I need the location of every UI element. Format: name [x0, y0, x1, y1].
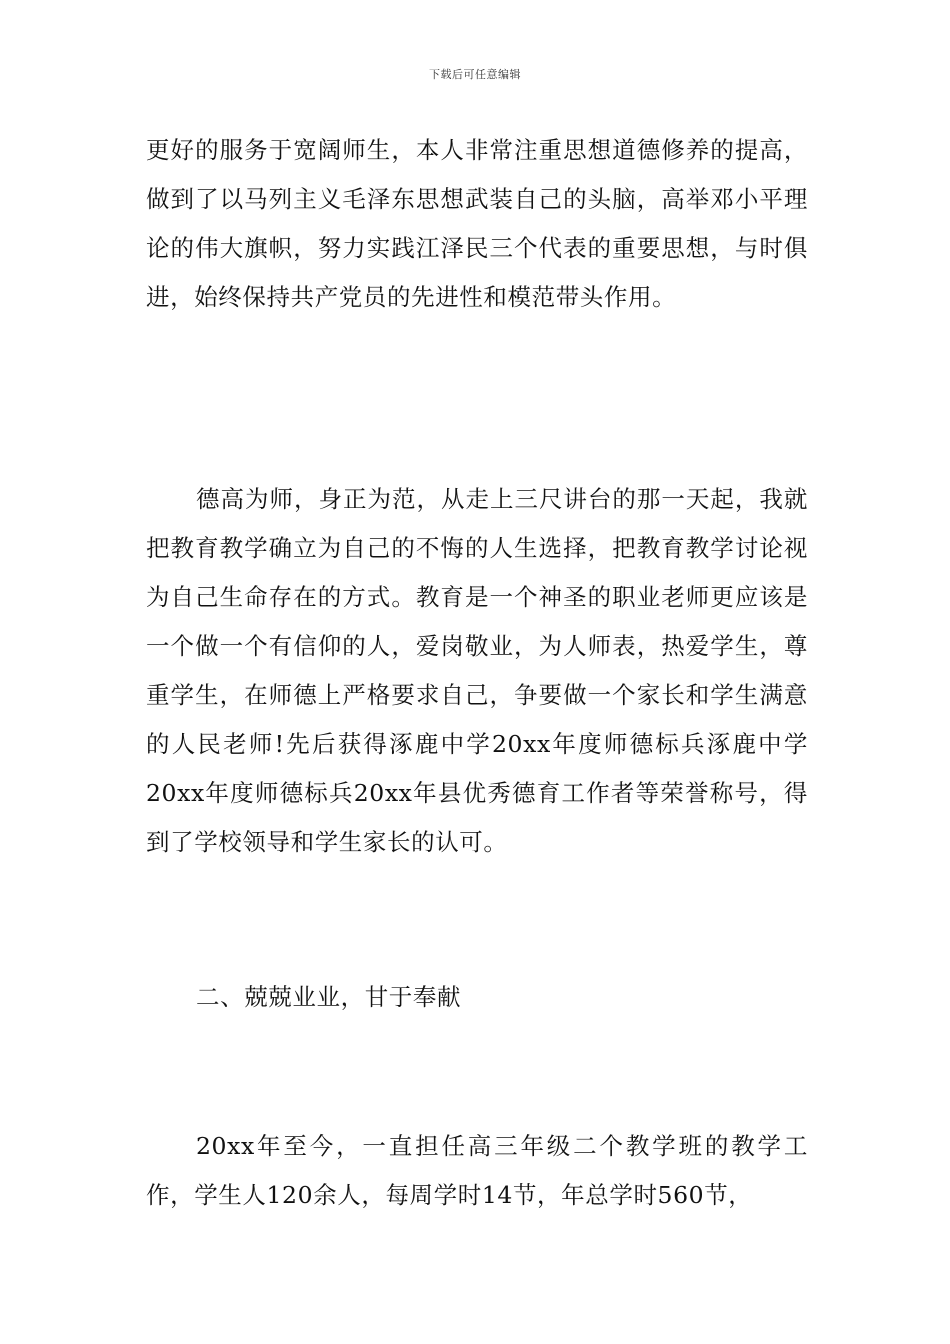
header-note: 下载后可任意编辑	[429, 68, 521, 81]
section-heading: 二、兢兢业业，甘于奉献	[196, 983, 462, 1011]
paragraph-1: 更好的服务于宽阔师生，本人非常注重思想道德修养的提高，做到了以马列主义毛泽东思想武装自己的头脑，高举邓小平理论的伟大旗帜，努力实践江泽民三个代表的重要思想，与时俱进，始终保持共产党员的先进性和模范带头作用。	[146, 136, 808, 311]
paragraph-3: 20xx年至今，一直担任高三年级二个教学班的教学工作，学生人120余人，每周学时14节，年总学时560节，	[146, 1132, 808, 1209]
paragraph-2: 德高为师，身正为范，从走上三尺讲台的那一天起，我就把教育教学确立为自己的不悔的人生选择，把教育教学讨论视为自己生命存在的方式。教育是一个神圣的职业老师更应该是一个做一个有信仰的人，爱岗敬业，为人师表，热爱学生，尊重学生，在师德上严格要求自己，争要做一个家长和学生满意的人民老师!先后获得涿鹿中学20xx年度师德标兵涿鹿中学20xx年度师德标兵20xx年县优秀德育工作者等荣誉称号，得到了学校领导和学生家长的认可。	[146, 485, 808, 856]
